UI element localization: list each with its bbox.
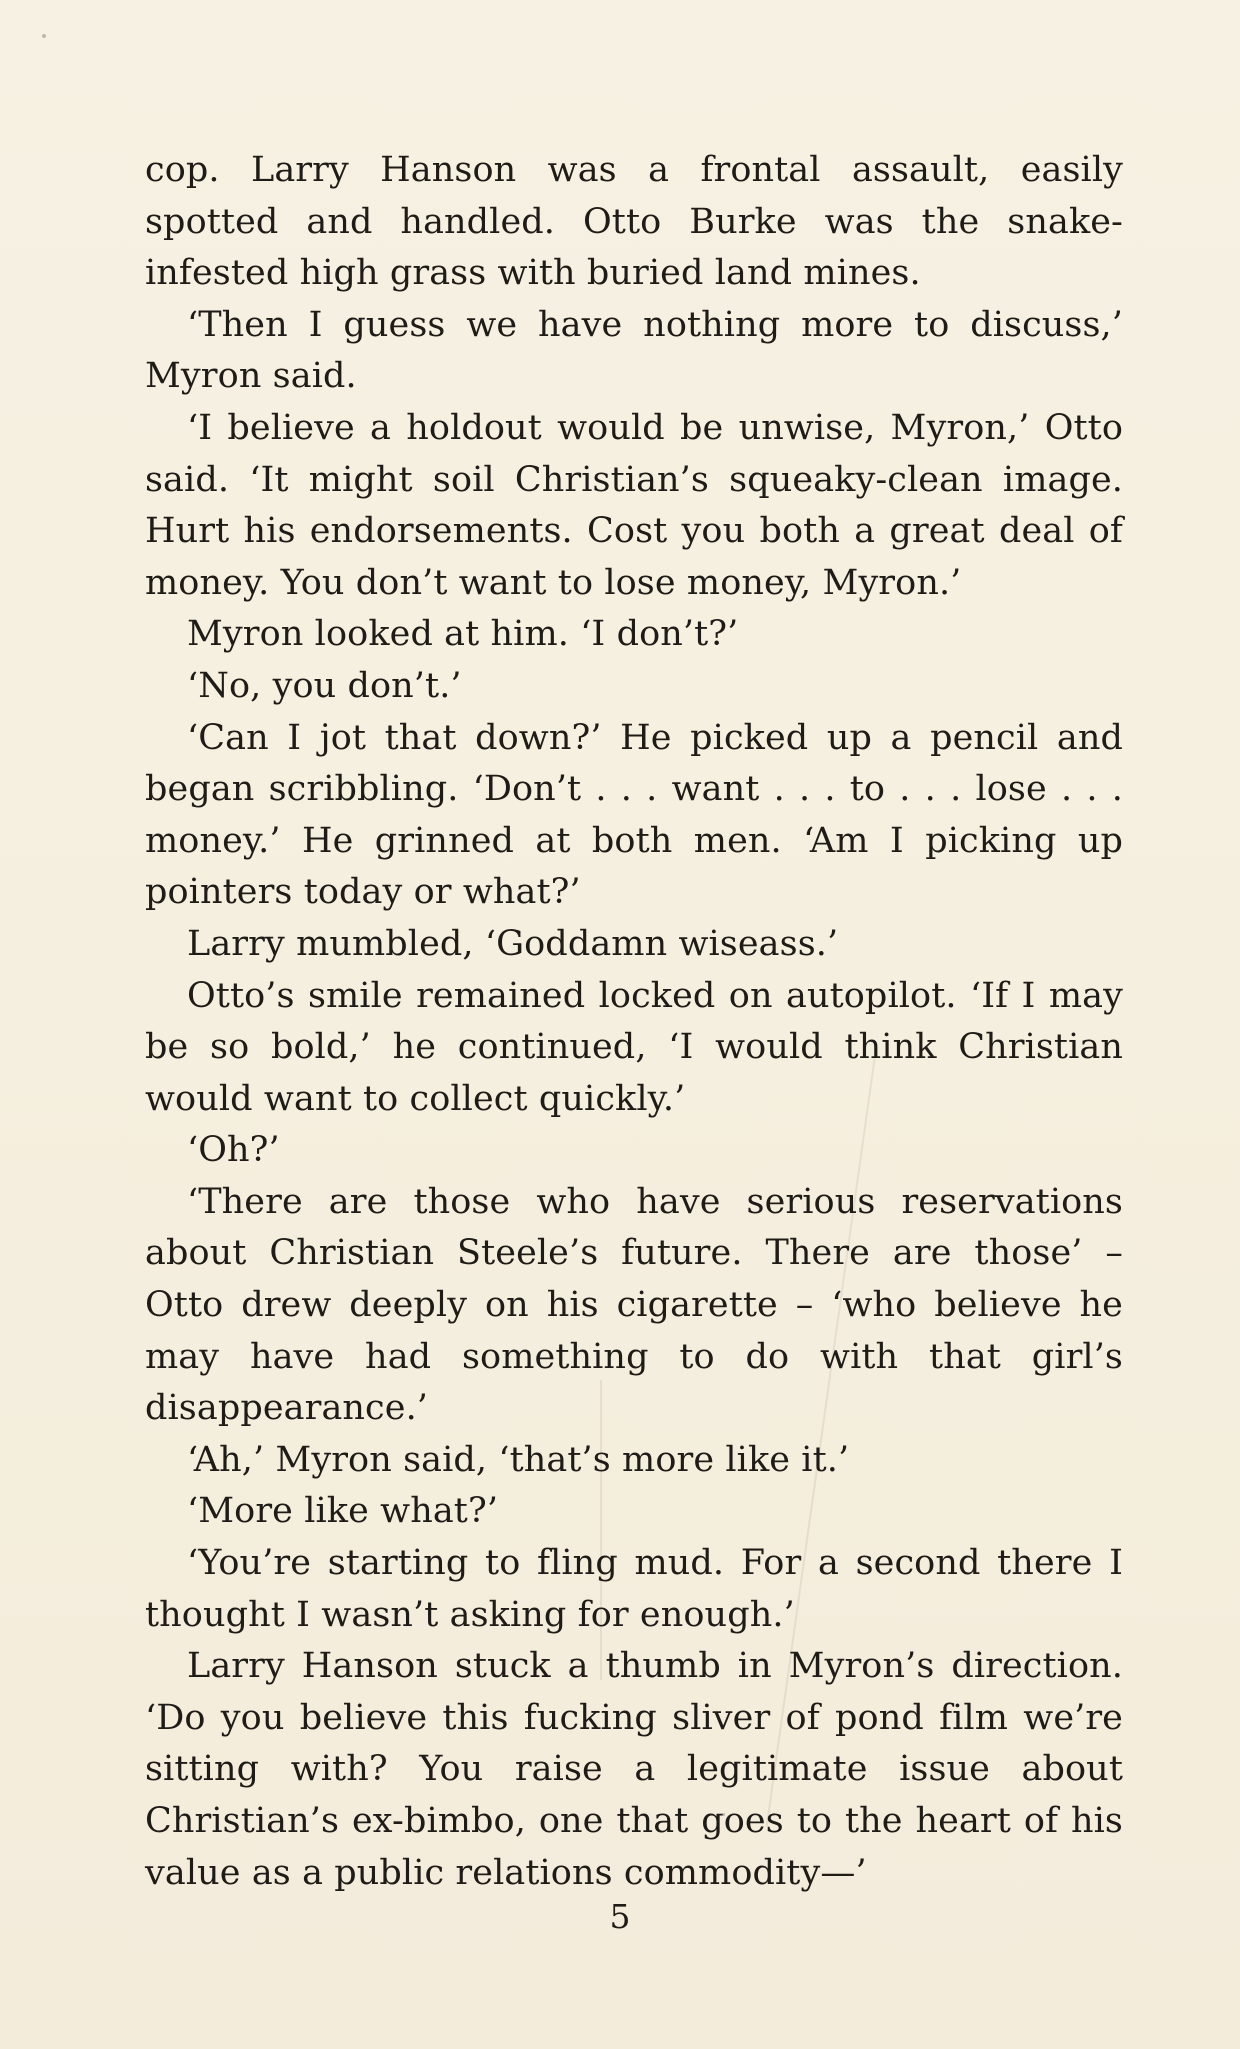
- paragraph: ‘More like what?’: [187, 1491, 499, 1532]
- page-number: 5: [609, 1897, 631, 1936]
- paragraph: Larry Hanson stuck a thumb in Myron’s direction. ‘Do you believe this fucking sliver of pond film we’re sitting with? You raise a legitimate issue about Christian’s ex-bimbo, one that goes to the heart of his value as a public relations commodity—’: [145, 1646, 1123, 1893]
- body-text: [145, 145, 1123, 1899]
- paragraph: ‘Ah,’ Myron said, ‘that’s more like it.’: [187, 1439, 850, 1480]
- paragraph: Myron looked at him. ‘I don’t?’: [187, 614, 739, 655]
- paragraph: ‘I believe a holdout would be unwise, Myron,’ Otto said. ‘It might soil Christian’s squeaky-clean image. Hurt his endorsements. Cost you both a great deal of money. You don’t want to lose money, Myron.’: [145, 407, 1123, 603]
- paper-speck: [42, 34, 46, 38]
- paragraph: ‘Can I jot that down?’ He picked up a pencil and began scribbling. ‘Don’t . . . want . . . to . . . lose . . . money.’ He grinned at both men. ‘Am I picking up pointers today or what?’: [145, 717, 1123, 913]
- paragraph: ‘You’re starting to fling mud. For a second there I thought I wasn’t asking for enough.’: [145, 1543, 1123, 1635]
- paragraph: ‘Oh?’: [187, 1130, 280, 1171]
- paragraph: ‘Then I guess we have nothing more to discuss,’ Myron said.: [145, 304, 1123, 397]
- paragraph: Otto’s smile remained locked on autopilot. ‘If I may be so bold,’ he continued, ‘I would think Christian would want to collect quickly.’: [145, 975, 1123, 1119]
- paragraph: cop. Larry Hanson was a frontal assault, easily spotted and handled. Otto Burke was the snake-infested high grass with buried land mines.: [145, 150, 1123, 294]
- paragraph: ‘No, you don’t.’: [187, 665, 462, 706]
- paragraph: ‘There are those who have serious reservations about Christian Steele’s future. There are those’ – Otto drew deeply on his cigarette – ‘who believe he may have had something to do with that girl’s disappearance.’: [145, 1181, 1123, 1429]
- paragraph: Larry mumbled, ‘Goddamn wiseass.’: [187, 923, 839, 964]
